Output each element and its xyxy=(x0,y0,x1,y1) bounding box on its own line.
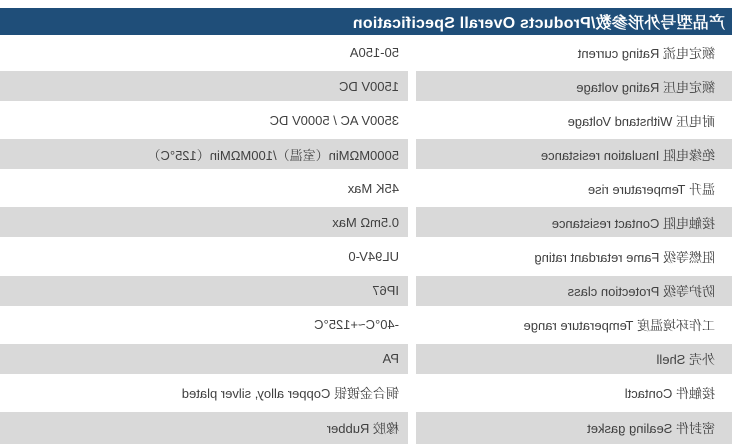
column-divider xyxy=(408,137,416,171)
spec-label: 接触件 Contactl xyxy=(624,386,715,402)
spec-value: -40°C~+125°C xyxy=(314,317,399,333)
spec-value: 3500V AC / 5000V DC xyxy=(269,112,399,128)
spec-value: 50-150A xyxy=(349,44,399,60)
spec-value: 铜合金镀银 Copper alloy, silver plated xyxy=(181,386,399,402)
spec-label: 阻燃等级 Fame retardant rating xyxy=(534,250,715,265)
spec-label: 外壳 Shell xyxy=(416,344,732,374)
spec-row xyxy=(0,239,732,273)
spec-value: 45K Max xyxy=(347,180,399,196)
spec-value: PA xyxy=(0,344,408,374)
spec-row xyxy=(0,35,732,69)
spec-row xyxy=(0,103,732,137)
spec-row xyxy=(0,274,732,308)
spec-label: 工作环境温度 Temperature range xyxy=(523,318,715,334)
spec-label: 密封件 Sealing gasket xyxy=(416,412,732,444)
column-divider xyxy=(408,171,416,205)
column-divider xyxy=(408,376,416,410)
spec-row xyxy=(0,205,732,239)
section-header-bar xyxy=(0,8,732,35)
spec-value: IP67 xyxy=(0,276,408,306)
spec-label: 额定电压 Rating voltage xyxy=(416,71,732,101)
column-divider xyxy=(408,239,416,273)
spec-label: 温升 Temperature rise xyxy=(587,181,715,197)
spec-label: 绝缘电阻 Insulation resistance xyxy=(416,139,732,169)
column-divider xyxy=(408,69,416,103)
column-divider xyxy=(408,35,416,69)
column-divider xyxy=(408,274,416,308)
column-divider xyxy=(408,308,416,342)
spec-row xyxy=(0,410,732,444)
spec-row xyxy=(0,308,732,342)
column-divider xyxy=(408,103,416,137)
spec-table xyxy=(0,35,732,444)
spec-row xyxy=(0,376,732,410)
spec-value: 1500V DC xyxy=(0,71,408,101)
spec-row xyxy=(0,137,732,171)
spec-label: 防护等级 Protection class xyxy=(416,276,732,306)
spec-value: 0.5mΩ Max xyxy=(0,207,408,237)
spec-value: 5000MΩMin（室温）/100MΩMin（125°C） xyxy=(0,139,408,169)
spec-row xyxy=(0,69,732,103)
spec-label: 接触电阻 Contact resistance xyxy=(416,207,732,237)
column-divider xyxy=(408,342,416,376)
spec-value: UL94V-0 xyxy=(348,249,399,264)
column-divider xyxy=(408,410,416,444)
section-title: 产品型号外形参数/Products Overall Specification xyxy=(352,15,725,32)
column-divider xyxy=(408,205,416,239)
spec-row xyxy=(0,342,732,376)
spec-value: 橡胶 Rubber xyxy=(0,412,408,444)
spec-label: 额定电流 Rating current xyxy=(577,45,715,61)
spec-label: 耐电压 Withstand Voltage xyxy=(567,113,715,129)
spec-row xyxy=(0,171,732,205)
